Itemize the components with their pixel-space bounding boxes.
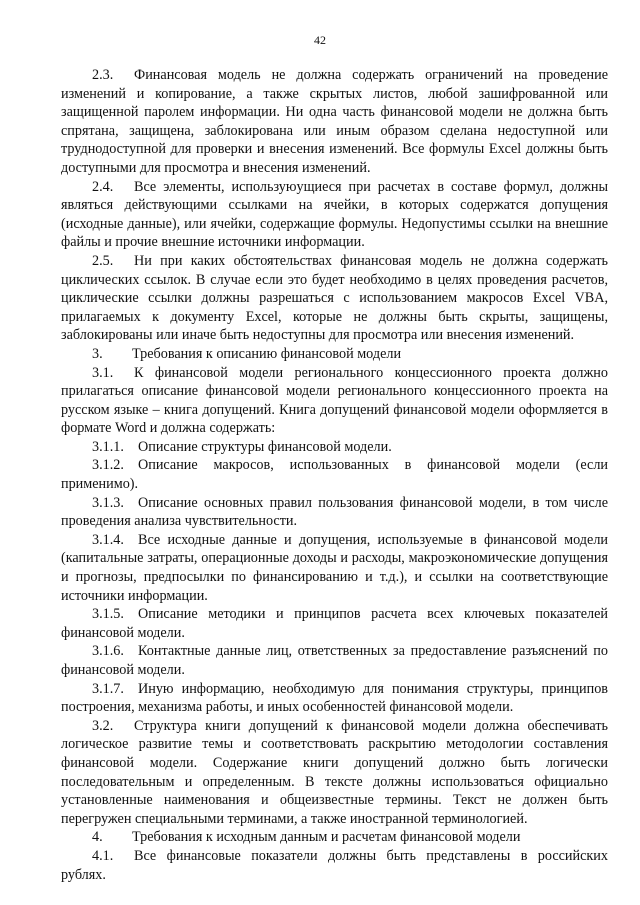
paragraph-text: Контактные данные лиц, ответственных за предоставление разъяснений по финансовой модели. [61, 643, 608, 678]
document-body [61, 66, 608, 884]
paragraph-number: 3.1. [92, 364, 114, 381]
paragraph-3-2 [61, 717, 608, 829]
paragraph-4-1 [61, 847, 608, 884]
paragraph-text: Иную информацию, необходимую для понимания структуры, принципов построения, механизма работы, и иных особенностей финансовой модели. [61, 680, 608, 716]
paragraph-text: Описание структуры финансовой модели. [138, 438, 392, 455]
paragraph-3-1-1 [61, 438, 608, 457]
section-number: 4. [92, 829, 103, 846]
paragraph-number: 4.1. [92, 847, 114, 864]
section-title: Требования к описанию финансовой модели [132, 345, 402, 362]
paragraph-number: 3.2. [92, 717, 114, 734]
paragraph-number: 2.5. [92, 252, 114, 269]
paragraph-number: 3.1.7. [92, 680, 124, 697]
section-heading-3 [61, 345, 608, 364]
paragraph-3-1-4 [61, 531, 608, 605]
paragraph-text: Описание макросов, использованных в финансовой модели (если применимо). [61, 457, 608, 493]
paragraph-text: Описание методики и принципов расчета всех ключевых показателей финансовой модели. [61, 606, 608, 641]
paragraph-3-1-3 [61, 494, 608, 531]
paragraph-number: 3.1.4. [92, 531, 124, 548]
paragraph-text: Все элементы, используюущиеся при расчетах в составе формул, должны являться действующими ссылками на ячейки, в которых содержатся допущения (исходные данные), или ячейки, содержащие формулы. Недопустимы ссылки на внешние файлы и прочие внешние источники информации. [61, 178, 608, 251]
paragraph-text: Ни при каких обстоятельствах финансовая модель не должна содержать циклических ссылок. В случае если это будет необходимо в целях проведения расчетов, циклические ссылки должны разрешаться с использованием макросов Excel VBA, прилагаемых к документу Excel, которые не должны быть скрыты, защищены, заблокированы или иначе быть недоступны для просмотра или внесения изменений. [61, 252, 608, 344]
paragraph-number: 2.3. [92, 67, 114, 83]
paragraph-3-1-6 [61, 642, 608, 679]
paragraph-2-4 [61, 178, 608, 252]
paragraph-2-3 [61, 66, 608, 178]
paragraph-3-1-2 [61, 456, 608, 493]
section-number: 3. [92, 345, 103, 362]
paragraph-3-1 [61, 364, 608, 438]
paragraph-text: Все финансовые показатели должны быть представлены в российских рублях. [61, 847, 608, 883]
paragraph-number: 3.1.6. [92, 643, 124, 660]
page-number: 42 [314, 33, 326, 47]
paragraph-number: 3.1.1. [92, 438, 124, 455]
paragraph-3-1-5 [61, 605, 608, 642]
paragraph-text: Все исходные данные и допущения, используемые в финансовой модели (капитальные затраты, операционные доходы и расходы, макроэкономические допущения и прогнозы, предпосылки по финансированию и т.д.), и ссылки на соответствующие источники информации. [61, 531, 608, 604]
paragraph-text: Структура книги допущений к финансовой модели должна обеспечивать логическое развитие темы и соответствовать раскрытию методологии составления финансовой модели. Содержание книги допущений должно быть логически последовательным и определенным. В тексте должны использоваться официально установленные наименования и общеизвестные термины. Текст не должен быть перегружен специальными терминами, а также иностранной терминологией. [61, 717, 608, 827]
paragraph-number: 3.1.2. [92, 457, 124, 474]
paragraph-text: К финансовой модели регионального концессионного проекта должно прилагаться описание финансовой модели регионального концессионного проекта на русском языке – книга допущений. Книга допущений финансовой модели оформляется в формате Word и должна содержать: [61, 364, 608, 437]
paragraph-2-5 [61, 252, 608, 345]
paragraph-text: Описание основных правил пользования финансовой модели, в том числе проведения анализа чувствительности. [61, 494, 608, 530]
paragraph-number: 3.1.5. [92, 606, 124, 623]
paragraph-text: Финансовая модель не должна содержать ограничений на проведение изменений и копирование, а также скрытых листов, любой зашифрованной или защищенной паролем информации. Ни одна часть финансовой модели не должна быть спрятана, защищена, заблокирована или иным образом сделана недоступной или труднодоступной для проверки и внесения изменений. Все формулы Excel должны быть доступными для просмотра и внесения изменений. [61, 67, 608, 176]
section-heading-4 [61, 828, 608, 847]
section-title: Требования к исходным данным и расчетам финансовой модели [132, 829, 521, 846]
paragraph-3-1-7 [61, 680, 608, 717]
paragraph-number: 2.4. [92, 178, 114, 195]
paragraph-number: 3.1.3. [92, 494, 124, 511]
